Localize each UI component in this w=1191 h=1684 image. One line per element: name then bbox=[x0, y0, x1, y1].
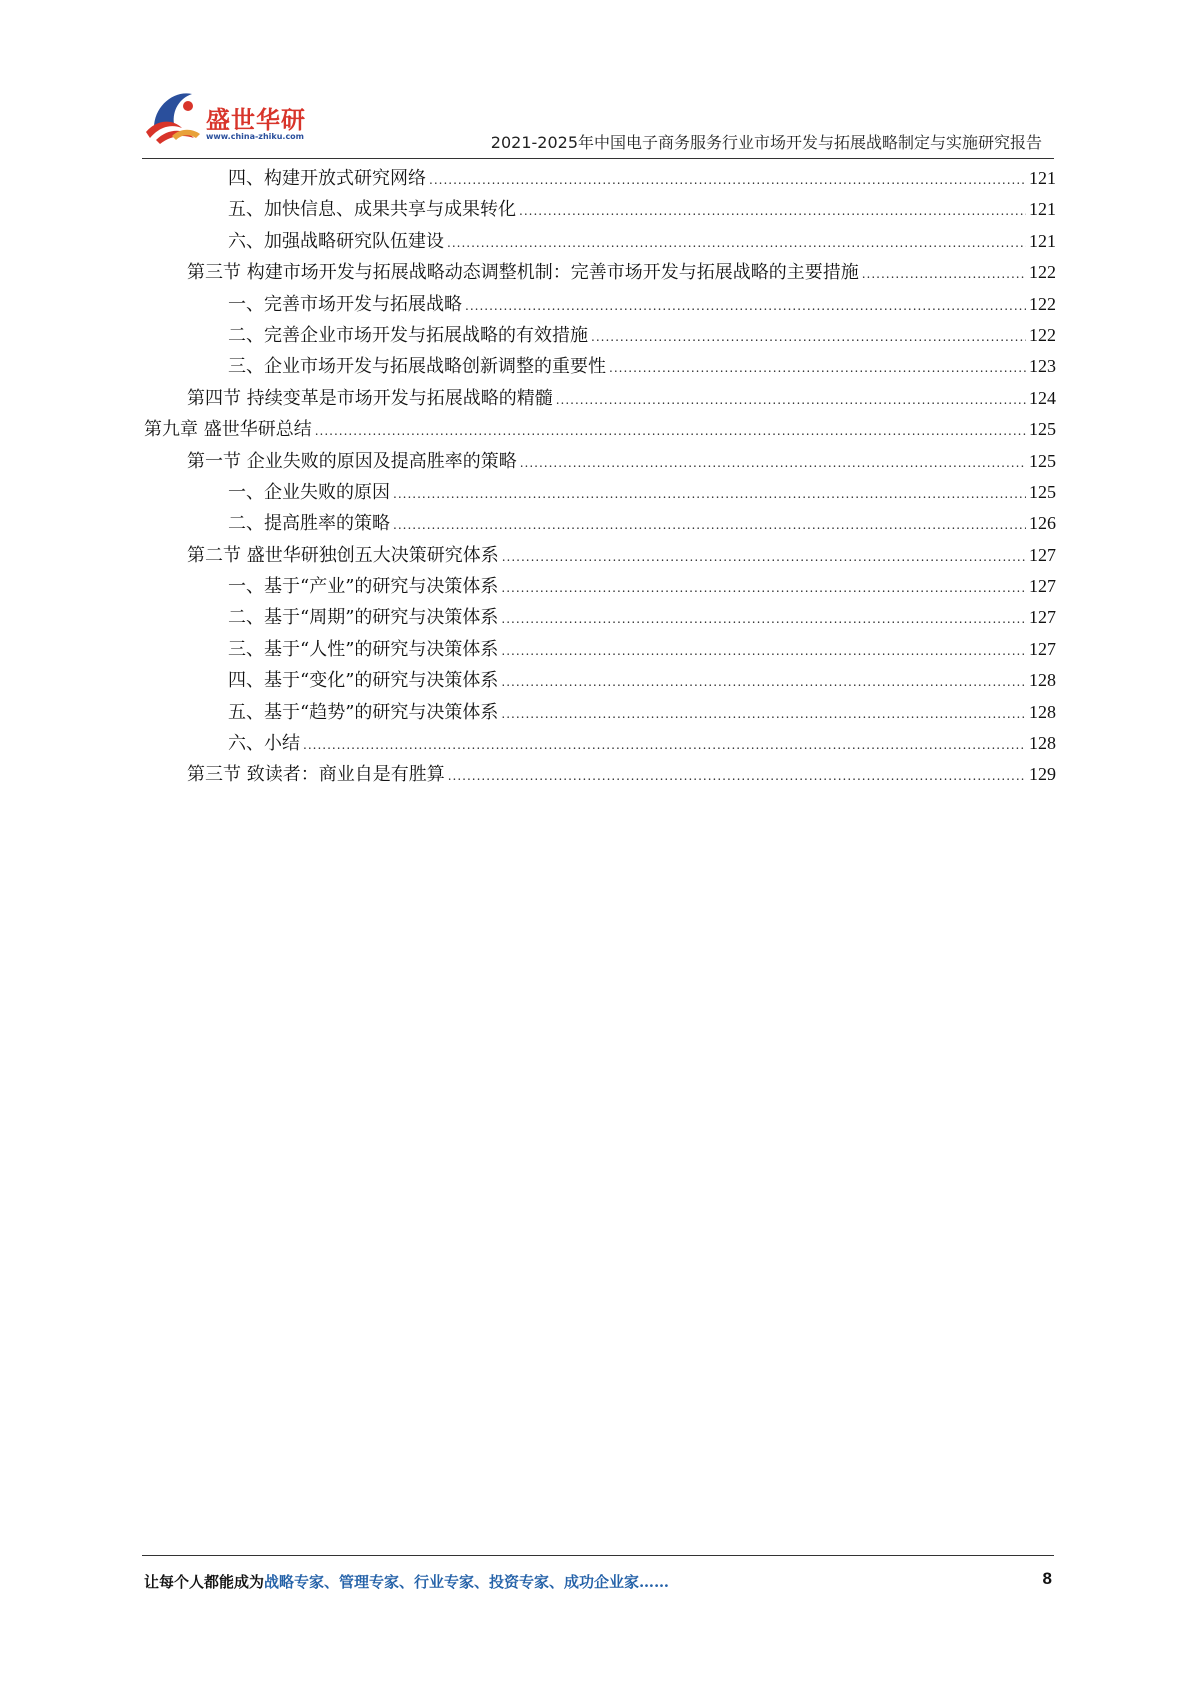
toc-entry-label: 一、完善市场开发与拓展战略 bbox=[228, 293, 462, 315]
toc-entry[interactable] bbox=[144, 665, 1056, 696]
footer-slogan bbox=[144, 1571, 669, 1592]
toc-entry[interactable] bbox=[144, 351, 1056, 382]
toc-entry-page: 124 bbox=[1029, 387, 1056, 408]
table-of-contents bbox=[144, 163, 1056, 791]
report-title: 2021-2025年中国电子商务服务行业市场开发与拓展战略制定与实施研究报告 bbox=[490, 133, 1042, 152]
toc-entry-label: 第二节 盛世华研独创五大决策研究体系 bbox=[187, 544, 499, 566]
toc-entry-label: 五、基于“趋势”的研究与决策体系 bbox=[228, 701, 499, 723]
toc-leader-dots bbox=[303, 730, 1026, 761]
toc-leader-dots bbox=[501, 636, 1026, 667]
toc-leader-dots bbox=[609, 353, 1026, 384]
toc-entry-label: 第九章 盛世华研总结 bbox=[144, 419, 312, 441]
toc-entry-label: 一、基于“产业”的研究与决策体系 bbox=[228, 576, 499, 598]
toc-entry-page: 128 bbox=[1029, 701, 1056, 722]
toc-leader-dots bbox=[448, 761, 1026, 792]
toc-entry-label: 一、企业失败的原因 bbox=[228, 481, 390, 503]
logo-name: 盛世华研 bbox=[206, 106, 306, 134]
toc-leader-dots bbox=[591, 322, 1026, 353]
toc-entry-page: 125 bbox=[1029, 481, 1056, 502]
toc-entry-label: 四、基于“变化”的研究与决策体系 bbox=[228, 670, 499, 692]
toc-entry[interactable] bbox=[144, 226, 1056, 257]
toc-leader-dots bbox=[465, 291, 1026, 322]
toc-entry-page: 127 bbox=[1029, 607, 1056, 628]
toc-entry-page: 122 bbox=[1029, 262, 1056, 283]
toc-entry[interactable] bbox=[144, 194, 1056, 225]
toc-leader-dots bbox=[502, 542, 1026, 573]
toc-entry[interactable] bbox=[144, 414, 1056, 445]
toc-entry-page: 122 bbox=[1029, 293, 1056, 314]
slogan-prefix: 让每个人都能成为 bbox=[144, 1573, 265, 1591]
toc-leader-dots bbox=[447, 228, 1026, 259]
toc-entry-page: 125 bbox=[1029, 419, 1056, 440]
toc-entry-label: 四、构建开放式研究网络 bbox=[228, 168, 426, 189]
toc-leader-dots bbox=[501, 573, 1026, 604]
toc-leader-dots bbox=[520, 448, 1026, 479]
toc-entry-page: 123 bbox=[1029, 356, 1056, 377]
toc-entry-page: 127 bbox=[1029, 638, 1056, 659]
toc-entry-page: 121 bbox=[1029, 199, 1056, 220]
toc-entry-label: 第三节 致读者：商业自是有胜算 bbox=[187, 764, 445, 786]
toc-entry-page: 127 bbox=[1029, 576, 1056, 597]
toc-entry-page: 128 bbox=[1029, 733, 1056, 754]
toc-entry[interactable] bbox=[144, 508, 1056, 539]
toc-leader-dots bbox=[393, 479, 1026, 510]
toc-entry[interactable] bbox=[144, 571, 1056, 602]
toc-entry-label: 五、加快信息、成果共享与成果转化 bbox=[228, 199, 516, 221]
logo-url: www.china-zhiku.com bbox=[206, 132, 305, 141]
toc-leader-dots bbox=[315, 416, 1026, 447]
page-number: 8 bbox=[1042, 1569, 1052, 1588]
toc-entry-label: 二、完善企业市场开发与拓展战略的有效措施 bbox=[228, 324, 588, 346]
toc-entry-page: 125 bbox=[1029, 450, 1056, 471]
toc-entry-page: 121 bbox=[1029, 168, 1056, 188]
toc-entry-page: 121 bbox=[1029, 230, 1056, 251]
toc-entry[interactable] bbox=[144, 759, 1056, 790]
footer-divider bbox=[142, 1555, 1054, 1556]
toc-entry[interactable] bbox=[144, 728, 1056, 759]
toc-entry-label: 二、提高胜率的策略 bbox=[228, 513, 390, 535]
toc-leader-dots bbox=[556, 385, 1026, 416]
toc-entry[interactable] bbox=[144, 383, 1056, 414]
toc-leader-dots bbox=[393, 510, 1026, 541]
toc-entry[interactable] bbox=[144, 320, 1056, 351]
toc-leader-dots bbox=[501, 667, 1026, 698]
slogan-highlight: 战略专家、管理专家、行业专家、投资专家、成功企业家…… bbox=[264, 1573, 670, 1591]
toc-entry-label: 六、加强战略研究队伍建设 bbox=[228, 230, 444, 252]
toc-entry[interactable] bbox=[144, 697, 1056, 728]
toc-leader-dots bbox=[862, 259, 1026, 290]
toc-entry[interactable] bbox=[144, 602, 1056, 633]
toc-entry-page: 129 bbox=[1029, 764, 1056, 785]
toc-entry[interactable] bbox=[144, 446, 1056, 477]
toc-entry-label: 三、企业市场开发与拓展战略创新调整的重要性 bbox=[228, 356, 606, 378]
toc-entry-page: 122 bbox=[1029, 324, 1056, 345]
toc-leader-dots bbox=[501, 604, 1026, 635]
toc-entry-label: 三、基于“人性”的研究与决策体系 bbox=[228, 638, 499, 660]
toc-entry[interactable] bbox=[144, 257, 1056, 288]
toc-entry[interactable] bbox=[144, 477, 1056, 508]
toc-entry[interactable] bbox=[144, 289, 1056, 320]
page-footer bbox=[142, 1555, 1054, 1591]
toc-entry-label: 第三节 构建市场开发与拓展战略动态调整机制：完善市场开发与拓展战略的主要措施 bbox=[187, 262, 859, 284]
toc-entry[interactable] bbox=[144, 540, 1056, 571]
toc-entry[interactable] bbox=[144, 634, 1056, 665]
toc-entry-label: 第一节 企业失败的原因及提高胜率的策略 bbox=[187, 450, 517, 472]
toc-leader-dots bbox=[429, 165, 1026, 196]
toc-entry-label: 六、小结 bbox=[228, 733, 300, 755]
toc-leader-dots bbox=[519, 196, 1026, 227]
toc-entry-page: 127 bbox=[1029, 544, 1056, 565]
toc-entry-page: 126 bbox=[1029, 513, 1056, 534]
toc-entry[interactable] bbox=[144, 163, 1056, 194]
toc-entry-page: 128 bbox=[1029, 670, 1056, 691]
header-divider bbox=[142, 158, 1054, 159]
toc-entry-label: 第四节 持续变革是市场开发与拓展战略的精髓 bbox=[187, 387, 553, 409]
page-header bbox=[142, 80, 1054, 160]
toc-leader-dots bbox=[501, 699, 1026, 730]
toc-entry-label: 二、基于“周期”的研究与决策体系 bbox=[228, 607, 499, 629]
